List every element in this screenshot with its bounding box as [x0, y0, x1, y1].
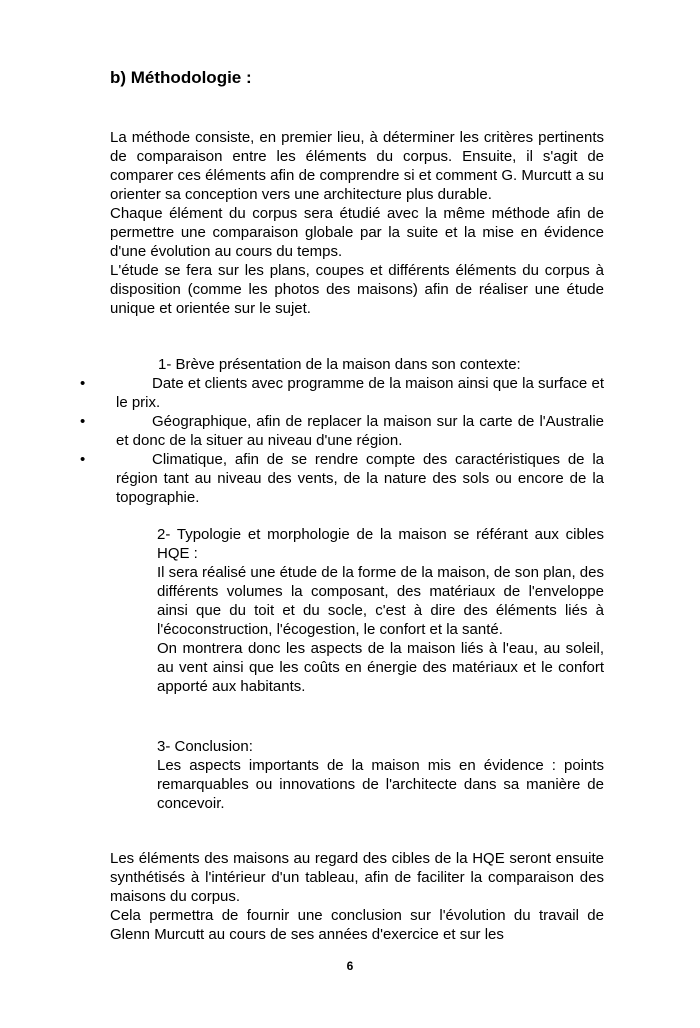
- bullet-text: Date et clients avec programme de la maison ainsi que la surface et le prix.: [116, 375, 604, 411]
- intro-block: [110, 128, 604, 318]
- bullet-item: [80, 450, 604, 507]
- bullet-icon: •: [80, 375, 86, 392]
- section-3-block: [157, 737, 604, 813]
- bullet-text: Géographique, afin de replacer la maison sur la carte de l'Australie et donc de la situer au niveau d'une région.: [116, 413, 604, 449]
- section-1-title: 1- Brève présentation de la maison dans son contexte:: [158, 356, 521, 373]
- closing-paragraph-2: Cela permettra de fournir une conclusion sur l'évolution du travail de Glenn Murcutt au cours de ses années d'exercice et sur les: [110, 907, 604, 943]
- page-number: 6: [346, 959, 354, 973]
- section-3-paragraph-1: Les aspects importants de la maison mis en évidence : points remarquables ou innovations de l'architecte dans sa manière de concevoir.: [157, 757, 604, 812]
- bullet-icon: •: [80, 413, 86, 430]
- section-2-block: [157, 525, 604, 696]
- closing-paragraph-1: Les éléments des maisons au regard des cibles de la HQE seront ensuite synthétisés à l'intérieur d'un tableau, afin de faciliter la comparaison des maisons du corpus.: [110, 850, 604, 905]
- section-1-bullet-list: [80, 374, 604, 507]
- closing-block: [110, 849, 604, 944]
- section-2-paragraph-2: On montrera donc les aspects de la maison liés à l'eau, au soleil, au vent ainsi que les coûts en énergie des matériaux et le confort apporté aux habitants.: [157, 640, 604, 695]
- intro-paragraph-2: Chaque élément du corpus sera étudié avec la même méthode afin de permettre une comparaison globale par la suite et la mise en évidence d'une évolution au cours du temps.: [110, 205, 604, 260]
- bullet-icon: •: [80, 451, 86, 468]
- section-2-title: 2- Typologie et morphologie de la maison se référant aux cibles HQE :: [157, 526, 604, 562]
- intro-paragraph-3: L'étude se fera sur les plans, coupes et différents éléments du corpus à disposition (comme les photos des maisons) afin de réaliser une étude unique et orientée sur le sujet.: [110, 262, 604, 317]
- section-2-paragraph-1: Il sera réalisé une étude de la forme de la maison, de son plan, des différents volumes la composant, des matériaux de l'enveloppe ainsi que du toit et du socle, c'est à dire des éléments liés à l'écoconstruction, l'écogestion, le confort et la santé.: [157, 564, 604, 638]
- bullet-text: Climatique, afin de se rendre compte des caractéristiques de la région tant au niveau des vents, de la nature des sols ou encore de la topographie.: [116, 451, 604, 506]
- bullet-item: [80, 412, 604, 450]
- section-3-title: 3- Conclusion:: [157, 738, 253, 755]
- intro-paragraph-1: La méthode consiste, en premier lieu, à déterminer les critères pertinents de comparaison entre les éléments du corpus. Ensuite, il s'agit de comparer ces éléments afin de comprendre si et comment G. Murcutt a su orienter sa conception vers une architecture plus durable.: [110, 129, 604, 203]
- section-heading: b) Méthodologie :: [110, 68, 252, 87]
- bullet-item: [80, 374, 604, 412]
